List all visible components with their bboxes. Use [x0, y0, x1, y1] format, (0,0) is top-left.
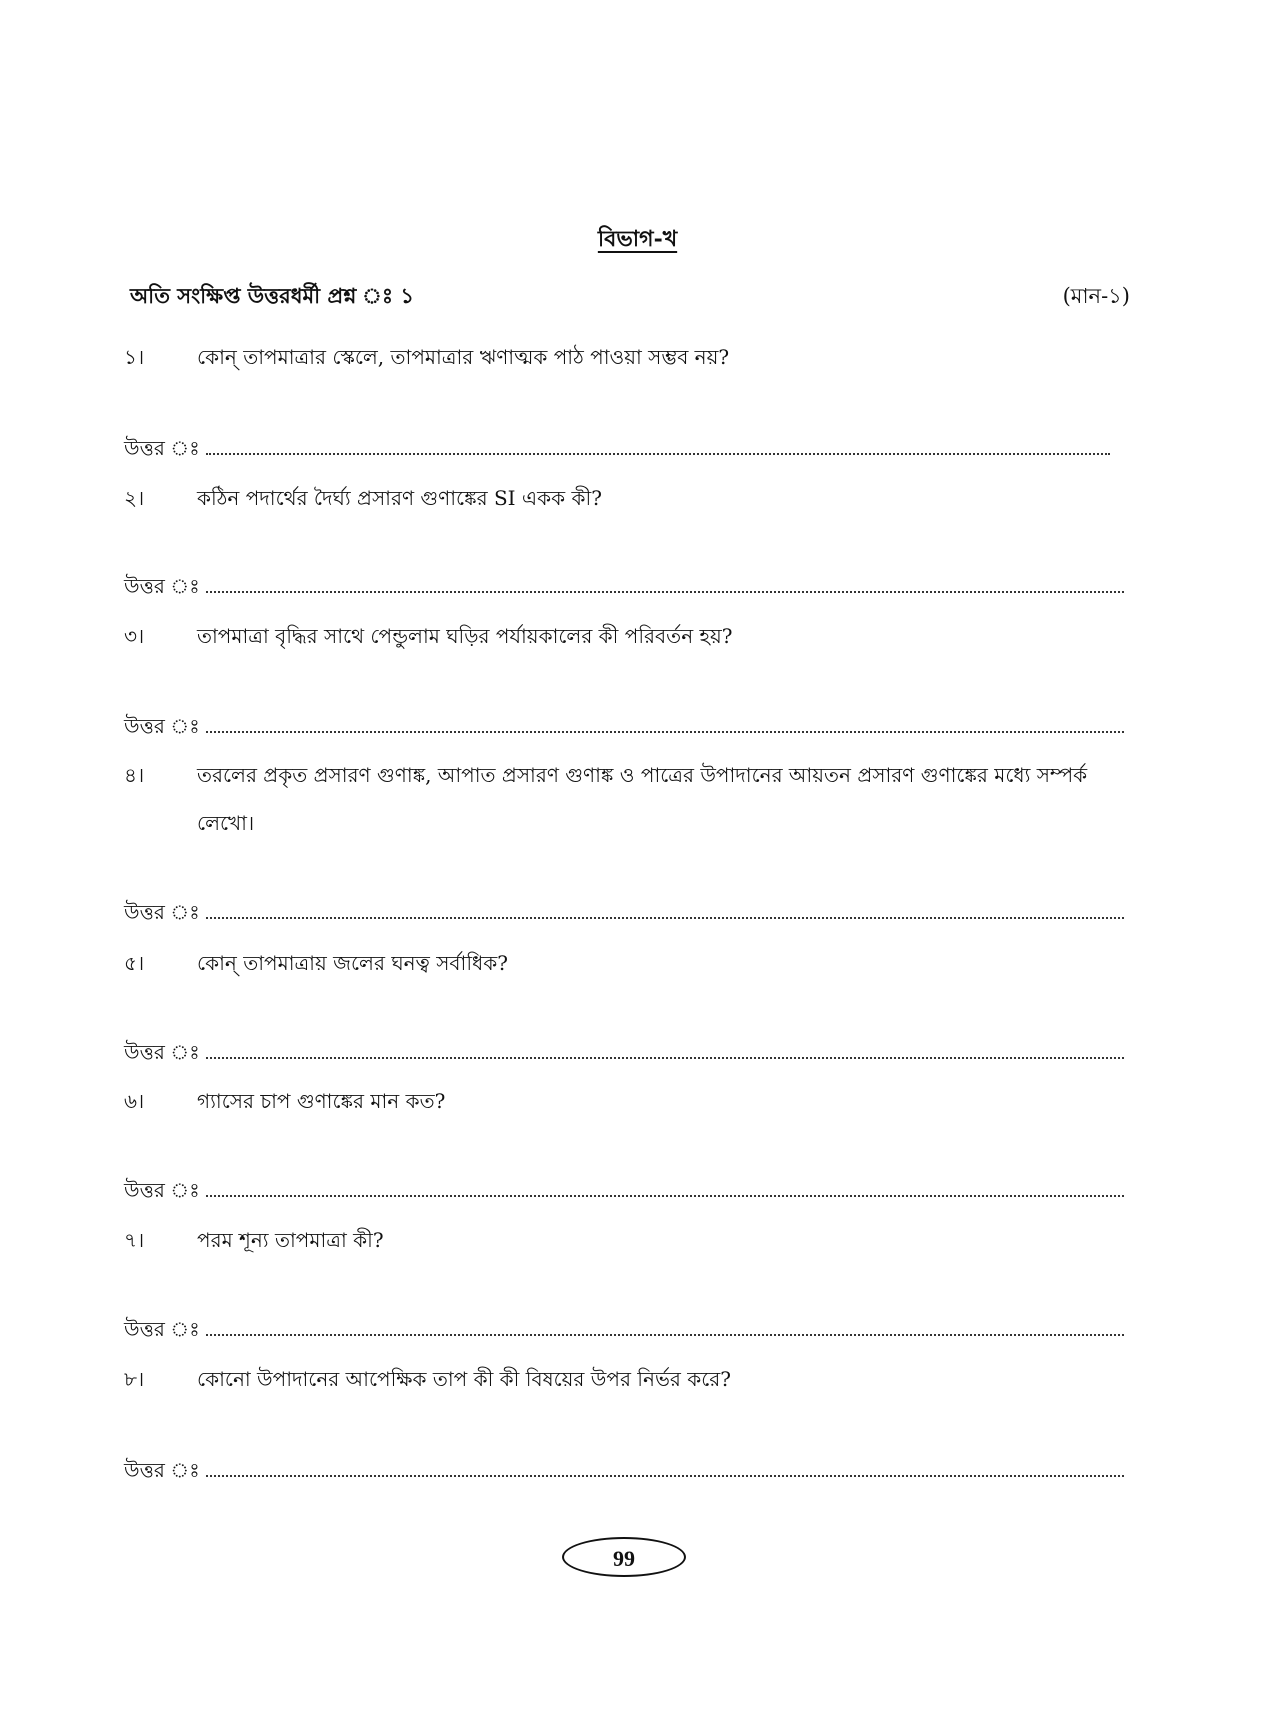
- question-number: ৩।: [124, 624, 145, 648]
- question-number: ৪।: [124, 763, 145, 787]
- answer-line-3[interactable]: [124, 712, 1124, 744]
- section-title-text: বিভাগ-খ: [597, 226, 678, 252]
- question-text: তাপমাত্রা বৃদ্ধির সাথে পেন্ডুলাম ঘড়ির পর্যায়কালের কী পরিবর্তন হয়?: [197, 624, 733, 648]
- page-number: 99: [562, 1537, 686, 1577]
- marks-label: (মান-১): [1062, 284, 1130, 308]
- answer-line-6[interactable]: [124, 1176, 1124, 1208]
- answer-line-4[interactable]: [124, 898, 1124, 930]
- question-number: ১।: [124, 345, 145, 369]
- answer-dots: [206, 713, 1124, 733]
- answer-dots: [206, 1039, 1124, 1059]
- answer-label: উত্তর ঃ: [124, 436, 200, 460]
- answer-line-8[interactable]: [124, 1456, 1124, 1488]
- answer-line-7[interactable]: [124, 1315, 1124, 1347]
- answer-label: উত্তর ঃ: [124, 1458, 200, 1482]
- subheading: [130, 280, 1130, 314]
- answer-label: উত্তর ঃ: [124, 1040, 200, 1064]
- subheading-label: অতি সংক্ষিপ্ত উত্তরধর্মী প্রশ্ন ঃ ১: [130, 283, 414, 308]
- question-text: কোন্ তাপমাত্রার স্কেলে, তাপমাত্রার ঋণাত্মক পাঠ পাওয়া সম্ভব নয়?: [197, 345, 730, 369]
- question-text: কোন্ তাপমাত্রায় জলের ঘনত্ব সর্বাধিক?: [197, 951, 508, 975]
- answer-dots: [206, 899, 1124, 919]
- answer-dots: [206, 1457, 1124, 1477]
- question-8: [124, 1355, 1134, 1403]
- question-7: [124, 1216, 1134, 1264]
- answer-dots: [206, 573, 1124, 593]
- question-3: [124, 612, 1134, 660]
- question-text: তরলের প্রকৃত প্রসারণ গুণাঙ্ক, আপাত প্রসারণ গুণাঙ্ক ও পাত্রের উপাদানের আয়তন প্রসারণ গুণাঙ্কের মধ্যে সম্পর্ক লেখো।: [197, 763, 1088, 835]
- question-text: পরম শূন্য তাপমাত্রা কী?: [197, 1228, 384, 1252]
- question-6: [124, 1077, 1134, 1125]
- answer-label: উত্তর ঃ: [124, 714, 200, 738]
- section-title: [0, 222, 1275, 259]
- question-number: ২।: [124, 486, 145, 510]
- question-text: কোনো উপাদানের আপেক্ষিক তাপ কী কী বিষয়ের উপর নির্ভর করে?: [197, 1367, 731, 1391]
- question-text: গ্যাসের চাপ গুণাঙ্কের মান কত?: [197, 1089, 446, 1113]
- question-2: [124, 474, 1134, 522]
- answer-label: উত্তর ঃ: [124, 574, 200, 598]
- answer-label: উত্তর ঃ: [124, 1178, 200, 1202]
- question-number: ৭।: [124, 1228, 145, 1252]
- question-5: [124, 939, 1134, 987]
- answer-line-1[interactable]: [124, 434, 1110, 466]
- question-4: [124, 751, 1134, 847]
- answer-dots: [206, 435, 1110, 455]
- answer-label: উত্তর ঃ: [124, 900, 200, 924]
- answer-dots: [206, 1316, 1124, 1336]
- answer-line-2[interactable]: [124, 572, 1124, 604]
- question-text: কঠিন পদার্থের দৈর্ঘ্য প্রসারণ গুণাঙ্কের SI একক কী?: [197, 486, 602, 510]
- question-number: ৫।: [124, 951, 145, 975]
- answer-label: উত্তর ঃ: [124, 1317, 200, 1341]
- question-number: ৮।: [124, 1367, 145, 1391]
- answer-line-5[interactable]: [124, 1038, 1124, 1070]
- question-number: ৬।: [124, 1089, 145, 1113]
- question-1: [124, 333, 1134, 381]
- answer-dots: [206, 1177, 1124, 1197]
